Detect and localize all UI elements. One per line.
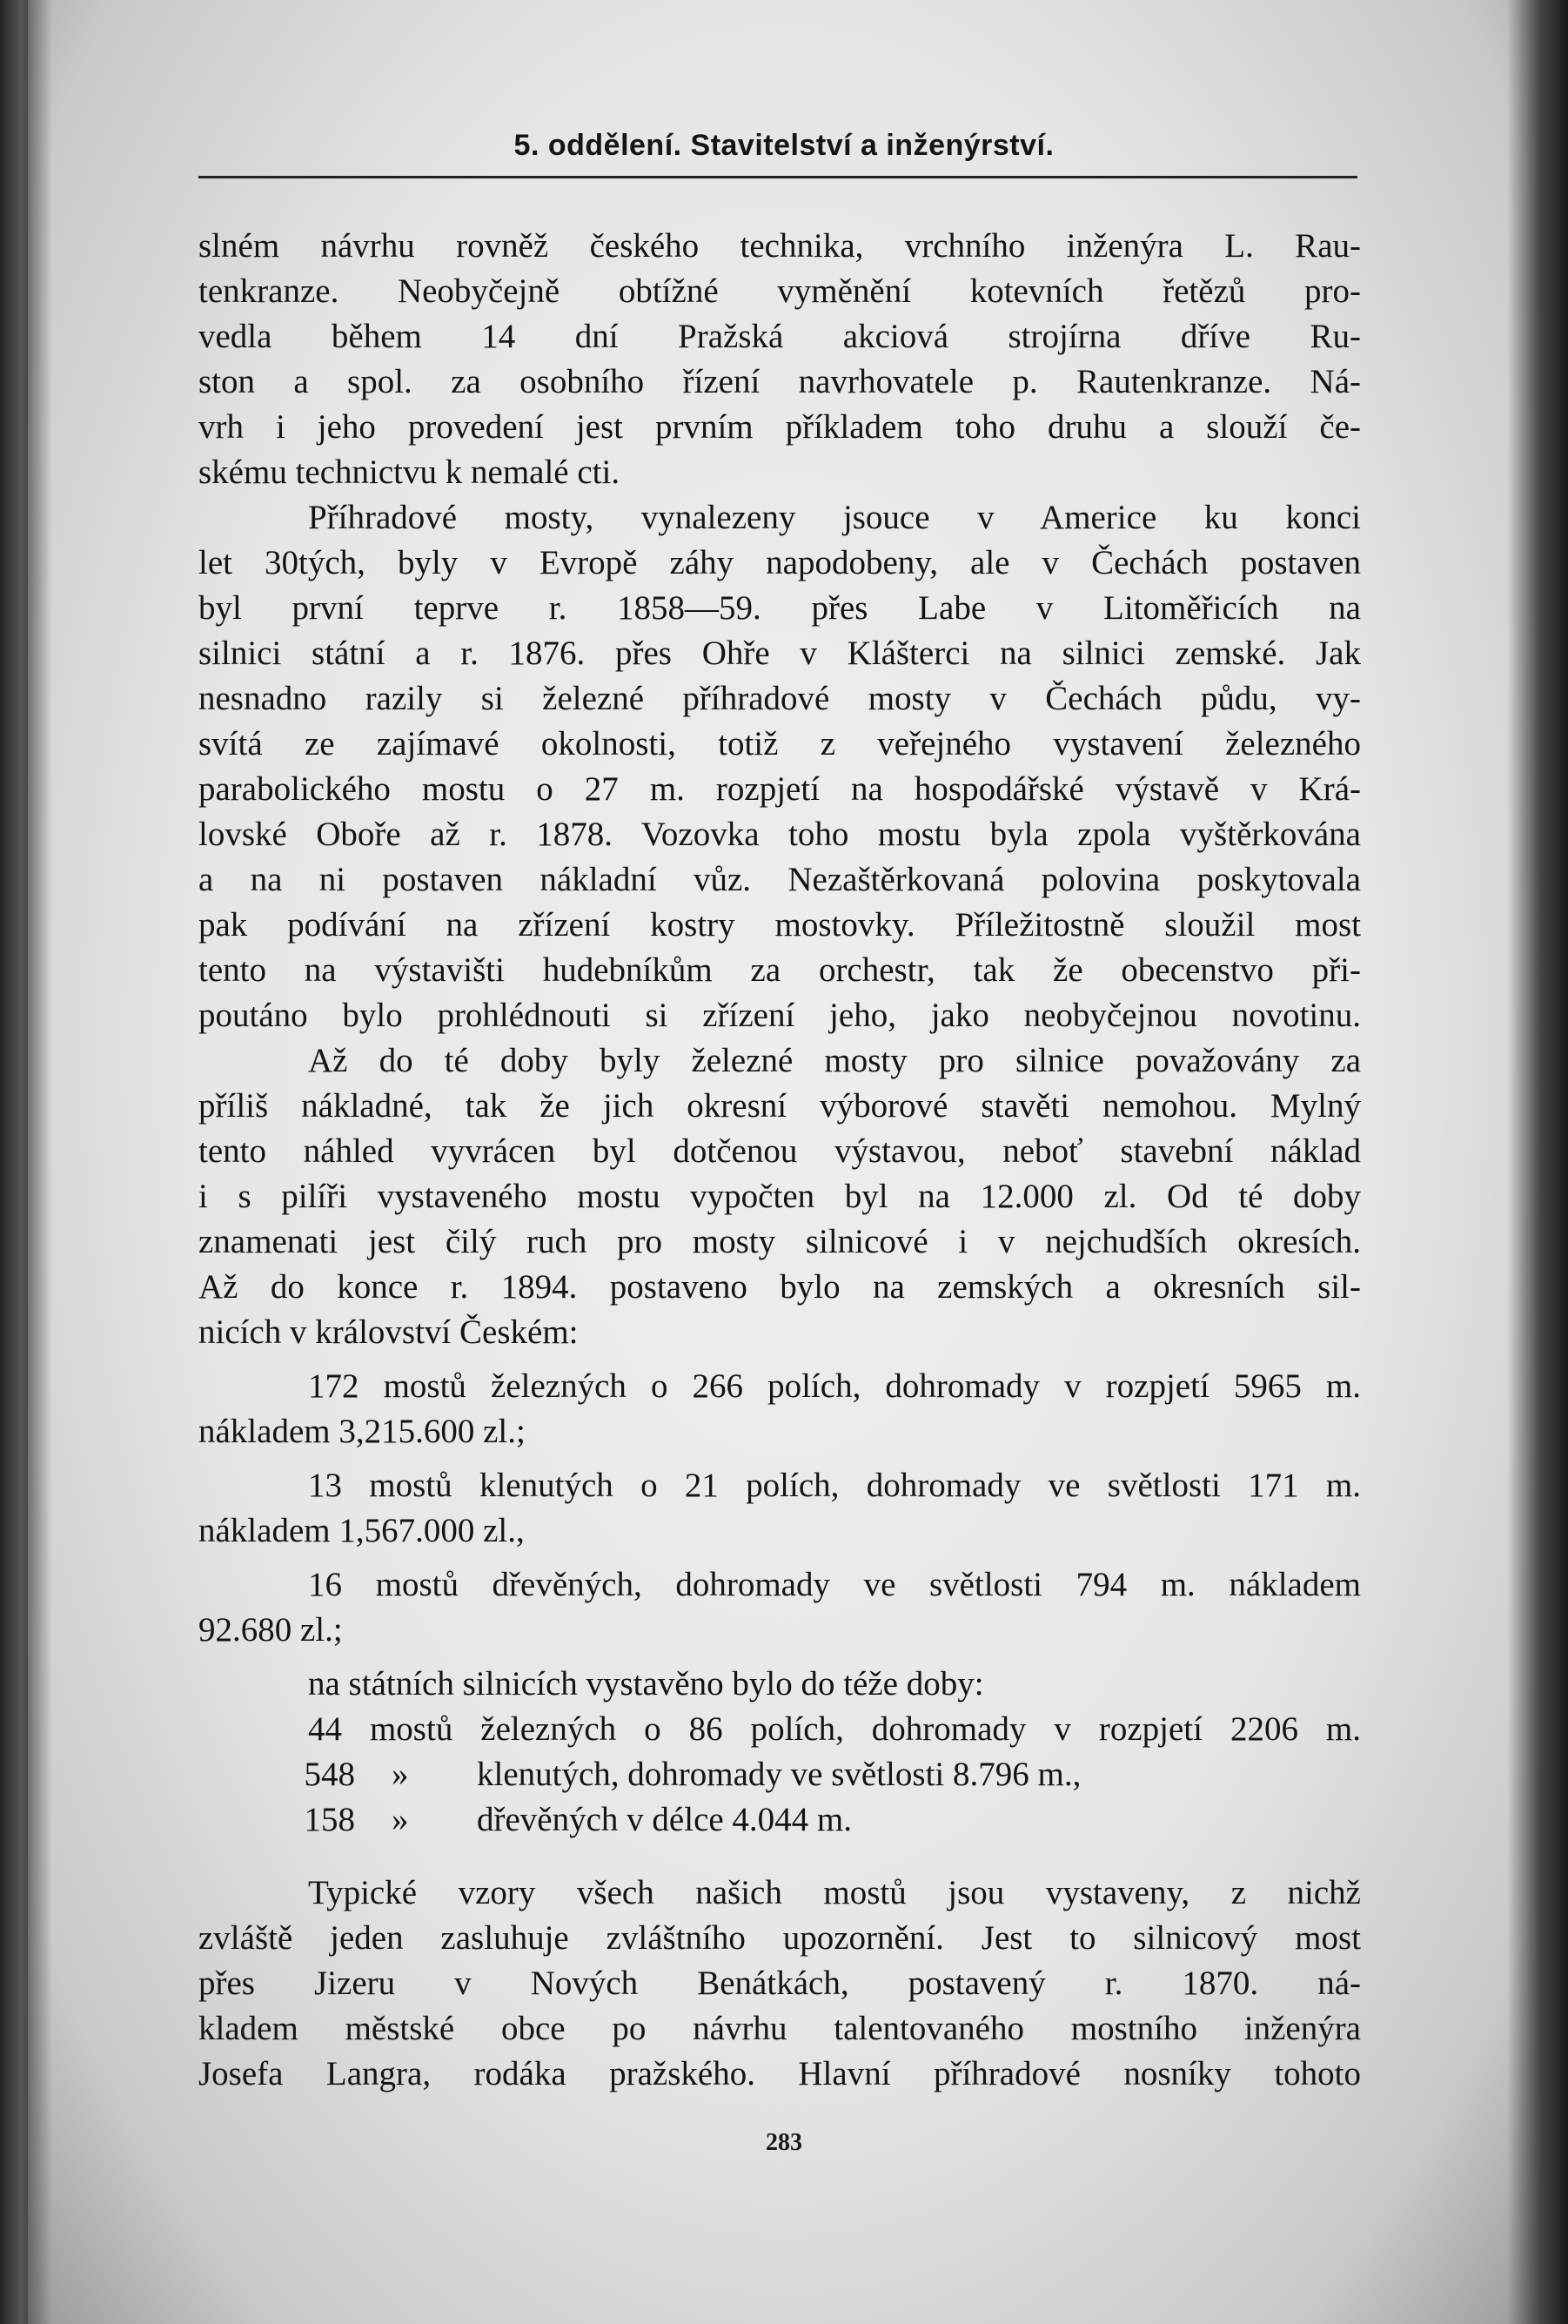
text-line: skému technictvu k nemalé cti. xyxy=(198,453,620,491)
list-item: 13 mostů klenutých o 21 polích, dohromady ve světlosti 171 m. xyxy=(308,1467,1361,1504)
list-item-continuation: 92.680 zl.; xyxy=(198,1611,343,1649)
text-line: i s pilíři vystaveného mostu vypočten byl na 12.000 zl. Od té doby xyxy=(198,1178,1361,1215)
text-line: Až do té doby byly železné mosty pro silnice považovány za xyxy=(308,1042,1361,1079)
text-line: Příhradové mosty, vynalezeny jsouce v Americe ku konci xyxy=(308,499,1361,536)
list-item: 172 mostů železných o 266 polích, dohromady v rozpjetí 5965 m. xyxy=(308,1367,1361,1405)
text-line: znamenati jest čilý ruch pro mosty silnicové i v nejchudších okresích. xyxy=(198,1223,1361,1260)
body-text xyxy=(198,224,1361,2097)
text-line: zvláště jeden zasluhuje zvláštního upozornění. Jest to silnicový most xyxy=(198,1919,1361,1957)
text-line: na státních silnicích vystavěno bylo do téže doby: xyxy=(308,1665,984,1703)
text-line: nicích v království Českém: xyxy=(198,1313,579,1351)
text-line: byl první teprve r. 1858—59. přes Labe v Litoměřicích na xyxy=(198,589,1361,627)
text-line: parabolického mostu o 27 m. rozpjetí na hospodářské výstavě v Krá- xyxy=(198,770,1361,808)
text-line: slném návrhu rovněž českého technika, vrchního inženýra L. Rau- xyxy=(198,227,1361,265)
text-line: svítá ze zajímavé okolnosti, totiž z veřejného vystavení železného xyxy=(198,725,1361,762)
ditto-mark: » xyxy=(392,1756,409,1793)
list-item-continuation: nákladem 3,215.600 zl.; xyxy=(198,1413,526,1450)
text-line: lovské Oboře až r. 1878. Vozovka toho mostu byla zpola vyštěrkována xyxy=(198,816,1361,853)
header-rule xyxy=(198,176,1357,178)
text-line: nesnadno razily si železné příhradové mosty v Čechách půdu, vy- xyxy=(198,680,1361,717)
text-line: a na ni postaven nákladní vůz. Nezaštěrkovaná polovina poskytovala xyxy=(198,861,1361,898)
text-line: let 30tých, byly v Evropě záhy napodobeny, ale v Čechách postaven xyxy=(198,544,1361,581)
text-line: Typické vzory všech našich mostů jsou vystaveny, z nichž xyxy=(308,1874,1361,1911)
row-text: 44 mostů železných o 86 polích, dohromady v rozpjetí 2206 m. xyxy=(308,1710,1361,1748)
text-line: přes Jizeru v Nových Benátkách, postavený r. 1870. ná- xyxy=(198,1965,1361,2002)
text-line: vrh i jeho provedení jest prvním příkladem toho druhu a slouží če- xyxy=(198,408,1361,446)
list-item-continuation: nákladem 1,567.000 zl., xyxy=(198,1512,525,1549)
right-scan-edge xyxy=(1507,0,1568,2324)
text-line: tento na výstavišti hudebníkům za orchestr, tak že obecenstvo při- xyxy=(198,951,1361,989)
page-number: 283 xyxy=(766,2129,802,2156)
text-line: tento náhled vyvrácen byl dotčenou výstavou, neboť stavební náklad xyxy=(198,1132,1361,1170)
row-number: 158 xyxy=(304,1801,355,1838)
text-line: ston a spol. za osobního řízení navrhovatele p. Rautenkranze. Ná- xyxy=(198,363,1361,400)
text-line: Josefa Langra, rodáka pražského. Hlavní příhradové nosníky tohoto xyxy=(198,2055,1361,2092)
table-row xyxy=(198,1707,1361,1752)
text-line: vedla během 14 dní Pražská akciová strojírna dříve Ru- xyxy=(198,318,1361,355)
running-header: 5. oddělení. Stavitelství a inženýrství. xyxy=(513,129,1055,162)
left-scan-edge xyxy=(0,0,52,2324)
text-line: tenkranze. Neobyčejně obtížné vyměnění kotevních řetězů pro- xyxy=(198,272,1361,310)
text-line: poutáno bylo prohlédnouti si zřízení jeho, jako neobyčejnou novotinu. xyxy=(198,997,1361,1034)
text-line: Až do konce r. 1894. postaveno bylo na zemských a okresních sil- xyxy=(198,1268,1361,1306)
table-row xyxy=(198,1752,1361,1797)
row-text: dřevěných v délce 4.044 m. xyxy=(477,1801,853,1838)
text-line: pak podívání na zřízení kostry mostovky. Příležitostně sloužil most xyxy=(198,906,1361,944)
text-line: silnici státní a r. 1876. přes Ohře v Klášterci na silnici zemské. Jak xyxy=(198,635,1361,672)
row-text: klenutých, dohromady ve světlosti 8.796 m., xyxy=(477,1756,1082,1793)
text-line: příliš nákladné, tak že jich okresní výborové stavěti nemohou. Mylný xyxy=(198,1087,1361,1125)
list-item: 16 mostů dřevěných, dohromady ve světlosti 794 m. nákladem xyxy=(308,1566,1361,1603)
ditto-mark: » xyxy=(392,1801,409,1838)
row-number: 548 xyxy=(304,1756,355,1793)
table-row xyxy=(198,1797,1361,1843)
text-line: kladem městské obce po návrhu talentovaného mostního inženýra xyxy=(198,2010,1361,2047)
